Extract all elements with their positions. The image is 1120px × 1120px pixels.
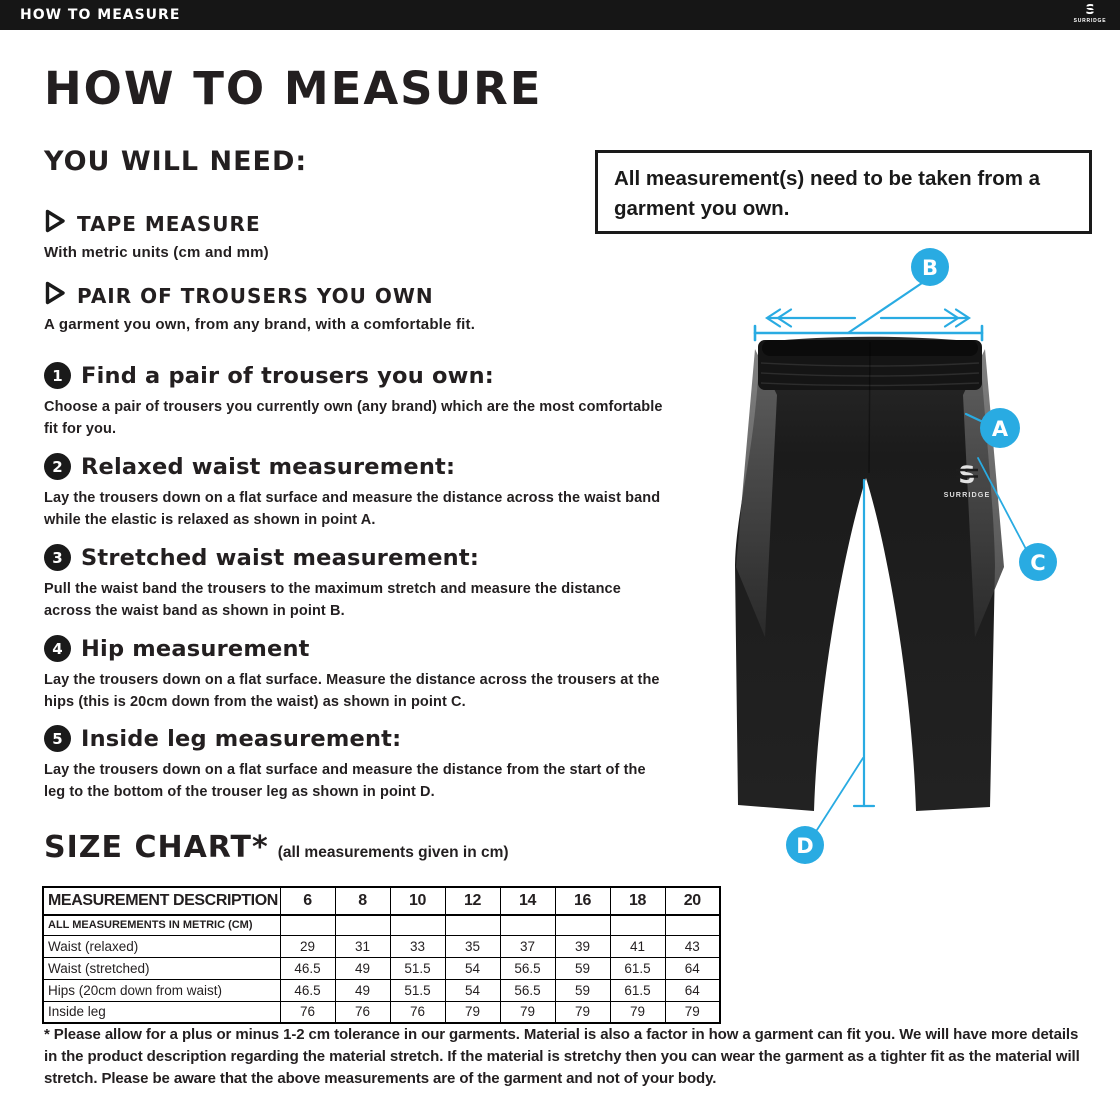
table-cell: 49 <box>335 979 390 1001</box>
table-row-hips <box>43 979 720 1001</box>
you-will-need-heading: YOU WILL NEED: <box>44 146 308 177</box>
note-box: All measurement(s) need to be taken from a garment you own. <box>595 150 1092 234</box>
brand-logo-icon <box>1068 2 1112 33</box>
table-cell: 76 <box>390 1001 445 1023</box>
stretch-arrow-right <box>881 310 969 327</box>
table-cell: 76 <box>280 1001 335 1023</box>
step-title: Relaxed waist measurement: <box>81 453 456 480</box>
table-cell: Hips (20cm down from waist) <box>43 979 280 1001</box>
table-cell: 31 <box>335 935 390 957</box>
table-header-row <box>43 887 720 915</box>
step-1 <box>44 362 666 441</box>
triangle-bullet-icon <box>44 208 66 239</box>
table-cell <box>335 915 390 935</box>
step-title: Find a pair of trousers you own: <box>81 362 495 389</box>
table-cell: 59 <box>555 979 610 1001</box>
table-cell <box>445 915 500 935</box>
need-item-tape-measure <box>44 208 644 261</box>
footnote: * Please allow for a plus or minus 1-2 cm tolerance in our garments. Material is also a factor in how a garment can fit you. We will have more details in the product description regarding the material stretch. If the material is stretchy then you can wear the garment as a tighter fit as the material will stretch. Please be aware that the above measurements are of the garment and not of your body. <box>44 1026 1080 1087</box>
table-cell: 29 <box>280 935 335 957</box>
svg-text:B: B <box>921 256 939 280</box>
table-cell: 46.5 <box>280 979 335 1001</box>
table-cell: ALL MEASUREMENTS IN METRIC (CM) <box>43 915 280 935</box>
table-header-cell: 12 <box>445 887 500 915</box>
size-chart-subheading: (all measurements given in cm) <box>277 844 509 861</box>
step-number-badge: 5 <box>44 725 71 752</box>
table-header-cell: 14 <box>500 887 555 915</box>
leader-line-b <box>848 283 922 333</box>
step-number-badge: 3 <box>44 544 71 571</box>
need-item-title: TAPE MEASURE <box>77 211 261 236</box>
step-2 <box>44 453 666 532</box>
step-number-badge: 2 <box>44 453 71 480</box>
table-cell: 56.5 <box>500 979 555 1001</box>
need-item-description: A garment you own, from any brand, with a comfortable fit. <box>44 316 476 333</box>
table-cell: 59 <box>555 957 610 979</box>
table-row-waist-relaxed <box>43 935 720 957</box>
trousers-image <box>735 337 1004 811</box>
brand-logo-text: SURRIDGE <box>1073 18 1107 24</box>
garment-brand-initial: S <box>958 461 976 489</box>
table-cell <box>500 915 555 935</box>
table-cell: 79 <box>445 1001 500 1023</box>
stretch-arrow-left <box>767 310 855 327</box>
table-cell: 35 <box>445 935 500 957</box>
step-number-badge: 1 <box>44 362 71 389</box>
leader-line-d <box>815 758 863 833</box>
table-header-cell: 8 <box>335 887 390 915</box>
need-item-trousers <box>44 280 644 333</box>
step-title: Inside leg measurement: <box>81 725 402 752</box>
size-chart-table <box>42 886 721 1024</box>
table-cell: 39 <box>555 935 610 957</box>
trousers-diagram <box>725 245 1105 900</box>
step-description: Lay the trousers down on a flat surface. Measure the distance across the trousers at the hips (this is 20cm down from the waist) as shown in point C. <box>44 672 660 711</box>
table-cell: 43 <box>665 935 720 957</box>
table-cell: 54 <box>445 979 500 1001</box>
table-header-cell: 16 <box>555 887 610 915</box>
size-chart-heading: SIZE CHART* <box>44 830 269 865</box>
step-description: Pull the waist band the trousers to the maximum stretch and measure the distance across the waist band as shown in point B. <box>44 581 621 620</box>
table-cell: 61.5 <box>610 979 665 1001</box>
svg-text:C: C <box>1030 551 1046 575</box>
table-cell: 51.5 <box>390 979 445 1001</box>
table-cell <box>390 915 445 935</box>
table-header-cell: 18 <box>610 887 665 915</box>
table-cell: 64 <box>665 957 720 979</box>
table-row-waist-stretched <box>43 957 720 979</box>
table-cell <box>555 915 610 935</box>
label-badge-c <box>1019 543 1057 581</box>
garment-brand-text: SURRIDGE <box>943 490 991 499</box>
table-header-cell: 20 <box>665 887 720 915</box>
svg-text:A: A <box>991 417 1009 441</box>
table-cell: 64 <box>665 979 720 1001</box>
table-cell: 79 <box>500 1001 555 1023</box>
step-title: Stretched waist measurement: <box>81 544 480 571</box>
top-bar-title: HOW TO MEASURE <box>20 7 181 23</box>
size-chart-heading-row <box>44 830 509 865</box>
table-cell: 56.5 <box>500 957 555 979</box>
table-cell: Inside leg <box>43 1001 280 1023</box>
table-cell: Waist (relaxed) <box>43 935 280 957</box>
table-cell: 49 <box>335 957 390 979</box>
table-cell: 46.5 <box>280 957 335 979</box>
step-title: Hip measurement <box>81 635 310 662</box>
inside-leg-measure-line <box>854 480 874 806</box>
step-description: Lay the trousers down on a flat surface and measure the distance across the waist band while the elastic is relaxed as shown in point A. <box>44 490 661 529</box>
table-cell: 51.5 <box>390 957 445 979</box>
svg-text:D: D <box>796 834 814 858</box>
page-title: HOW TO MEASURE <box>44 62 543 115</box>
table-cell: 33 <box>390 935 445 957</box>
table-cell: 61.5 <box>610 957 665 979</box>
step-3 <box>44 544 666 623</box>
table-cell: 76 <box>335 1001 390 1023</box>
table-cell: 79 <box>610 1001 665 1023</box>
label-badge-b <box>911 248 949 286</box>
table-cell <box>280 915 335 935</box>
step-4 <box>44 635 666 714</box>
table-cell: 79 <box>665 1001 720 1023</box>
step-description: Choose a pair of trousers you currently own (any brand) which are the most comfortable fit for you. <box>44 399 663 438</box>
step-5 <box>44 725 666 804</box>
table-cell <box>665 915 720 935</box>
table-unit-row <box>43 915 720 935</box>
table-cell: 54 <box>445 957 500 979</box>
table-header-cell: 10 <box>390 887 445 915</box>
table-header-cell: MEASUREMENT DESCRIPTION <box>43 887 280 915</box>
table-header-cell: 6 <box>280 887 335 915</box>
table-cell: 79 <box>555 1001 610 1023</box>
brand-logo-initial: S <box>1085 3 1095 18</box>
table-cell: 41 <box>610 935 665 957</box>
label-badge-a <box>980 408 1020 448</box>
top-bar <box>0 0 1120 30</box>
need-item-description: With metric units (cm and mm) <box>44 244 269 261</box>
label-badge-d <box>786 826 824 864</box>
step-description: Lay the trousers down on a flat surface and measure the distance from the start of the leg to the bottom of the trouser leg as shown in point D. <box>44 762 646 801</box>
table-cell <box>610 915 665 935</box>
table-cell: 37 <box>500 935 555 957</box>
step-number-badge: 4 <box>44 635 71 662</box>
need-item-title: PAIR OF TROUSERS YOU OWN <box>77 283 434 308</box>
table-row-inside-leg <box>43 1001 720 1023</box>
triangle-bullet-icon <box>44 280 66 311</box>
table-cell: Waist (stretched) <box>43 957 280 979</box>
